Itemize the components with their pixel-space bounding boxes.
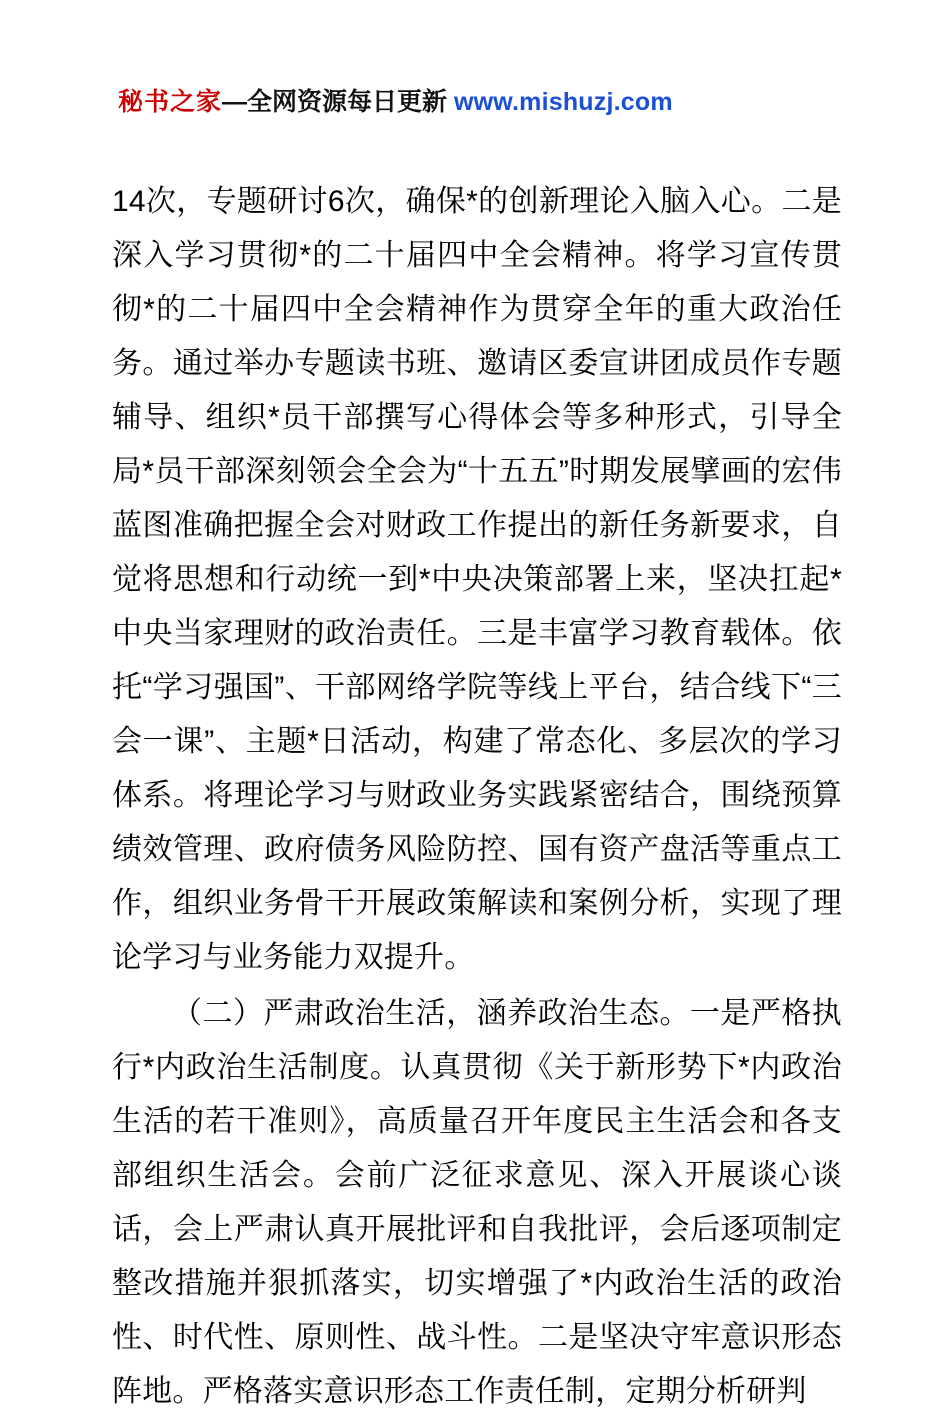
site-watermark-header — [118, 86, 832, 118]
paragraph-1: 14次，专题研讨6次，确保*的创新理论入脑入心。二是深入学习贯彻*的二十届四中全会精神。将学习宣传贯彻*的二十届四中全会精神作为贯穿全年的重大政治任务。通过举办专题读书班、邀请区委宣讲团成员作专题辅导、组织*员干部撰写心得体会等多种形式，引导全局*员干部深刻领会全会为“十五五”时期发展擘画的宏伟蓝图准确把握全会对财政工作提出的新任务新要求，自觉将思想和行动统一到*中央决策部署上来，坚决扛起*中央当家理财的政治责任。三是丰富学习教育载体。依托“学习强国”、干部网络学院等线上平台，结合线下“三会一课”、主题*日活动，构建了常态化、多层次的学习体系。将理论学习与财政业务实践紧密结合，围绕预算绩效管理、政府债务风险防控、国有资产盘活等重点工作，组织业务骨干开展政策解读和案例分析，实现了理论学习与业务能力双提升。 — [112, 185, 842, 974]
document-body — [112, 175, 842, 1421]
site-url[interactable]: www.mishuzj.com — [453, 88, 673, 116]
paragraph-2: （二）严肃政治生活，涵养政治生态。一是严格执行*内政治生活制度。认真贯彻《关于新形势下*内政治生活的若干准则》，高质量召开年度民主生活会和各支部组织生活会。会前广泛征求意见、深入开展谈心谈话，会上严肃认真开展批评和自我批评，会后逐项制定整改措施并狠抓落实，切实增强了*内政治生活的政治性、时代性、原则性、战斗性。二是坚决守牢意识形态阵地。严格落实意识形态工作责任制，定期分析研判 — [112, 997, 842, 1408]
site-brand-name: 秘书之家 — [118, 88, 223, 116]
site-tagline: —全网资源每日更新 — [222, 88, 448, 116]
